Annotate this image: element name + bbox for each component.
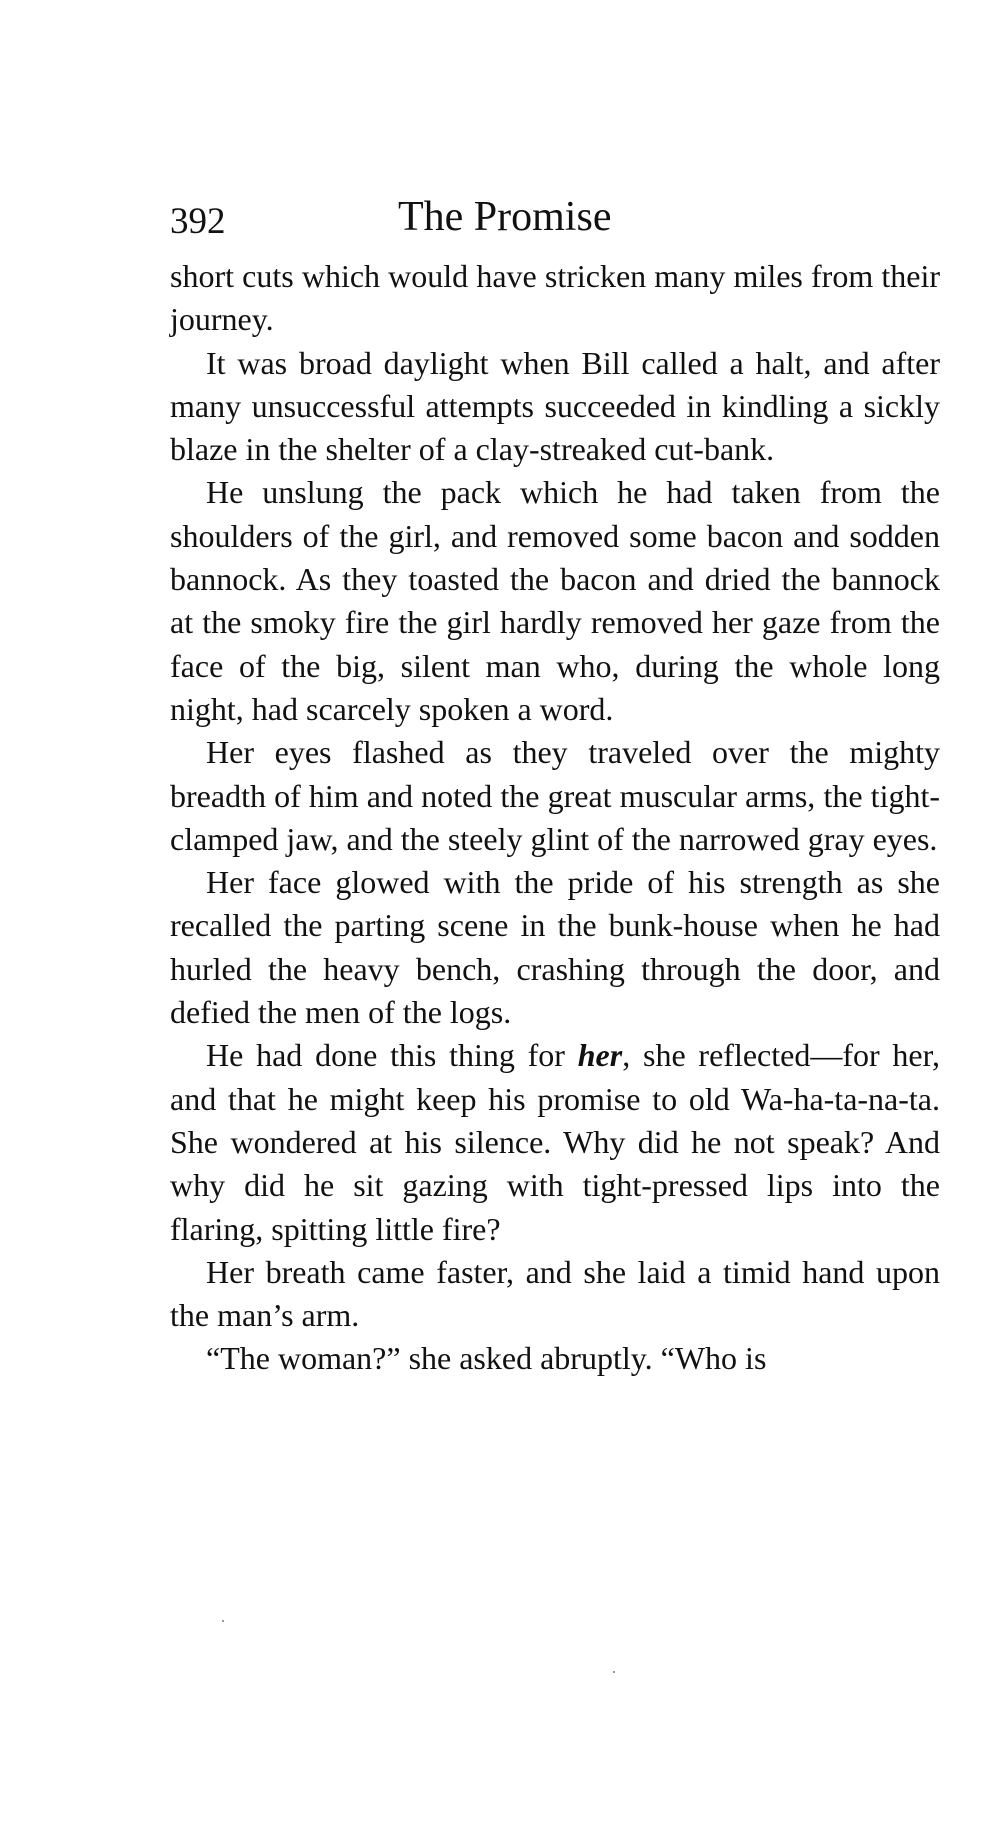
body-text xyxy=(170,255,940,1381)
page-number: 392 xyxy=(170,201,226,242)
paragraph-6-text-before: He had done this thing for xyxy=(206,1037,578,1074)
paragraph-3: He unslung the pack which he had taken from the shoulders of the girl, and removed some bacon and sodden bannock. As they toasted the bacon and dried the bannock at the smoky fire the girl hardly removed her gaze from the face of the big, silent man who, during the whole long night, had scarcely spoken a word. xyxy=(170,474,940,727)
paragraph-5: Her face glowed with the pride of his strength as she recalled the parting scene in the bunk-house when he had hurled the heavy bench, crashing through the door, and defied the men of the logs. xyxy=(170,864,940,1031)
paragraph-1: short cuts which would have stricken many miles from their journey. xyxy=(170,258,940,338)
paragraph-7: Her breath came faster, and she laid a timid hand upon the man’s arm. xyxy=(170,1253,940,1334)
paragraph-2: It was broad daylight when Bill called a halt, and after many unsuccessful attempts succeeded in kindling a sickly blaze in the shelter of a clay-streaked cut-bank. xyxy=(170,344,940,468)
print-speck xyxy=(613,1671,615,1673)
paragraph-6-text-after: , she reflected—for her, and that he might keep his promise to old Wa-ha-ta-na-ta. She wondered at his silence. Why did he not speak? And why did he sit gazing with tight-pressed lips into the flaring, spitting little fire? xyxy=(170,1037,941,1247)
running-head xyxy=(170,192,940,248)
book-title: The Promise xyxy=(398,194,612,240)
emphasized-word: her xyxy=(577,1037,623,1074)
print-speck xyxy=(222,1620,224,1622)
paragraph-4: Her eyes flashed as they traveled over the mighty breadth of him and noted the great muscular arms, the tight-clamped jaw, and the steely glint of the narrowed gray eyes. xyxy=(170,734,940,857)
paragraph-6 xyxy=(170,1034,940,1250)
paragraph-8: “The woman?” she asked abruptly. “Who is xyxy=(206,1340,767,1377)
